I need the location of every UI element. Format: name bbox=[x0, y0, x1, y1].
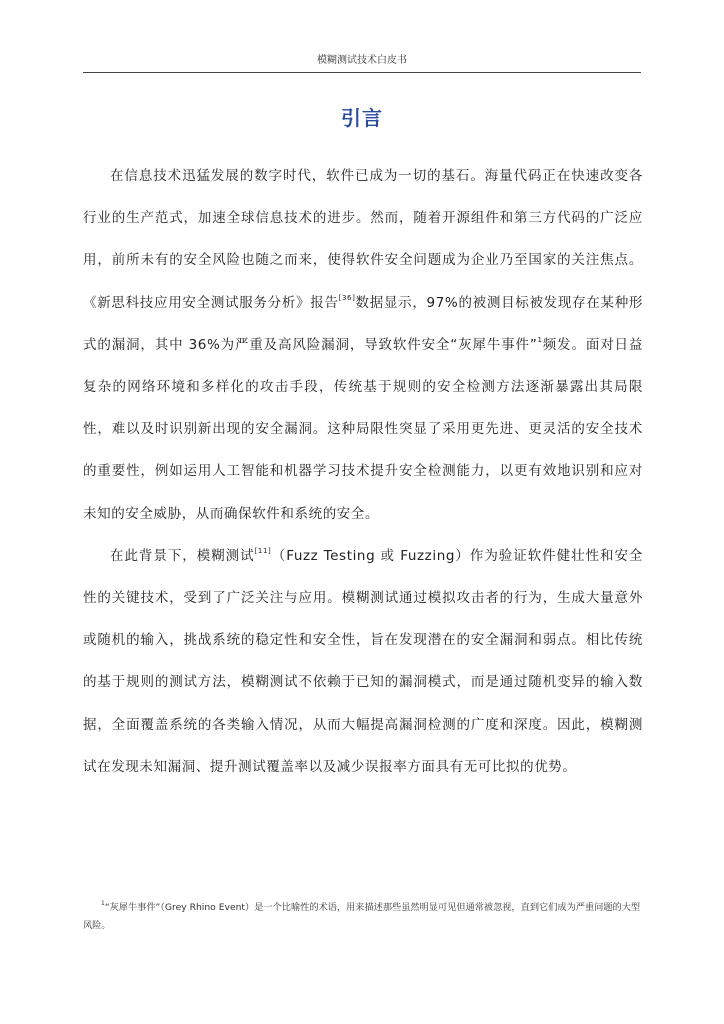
footnote-marker: 1 bbox=[537, 335, 543, 344]
citation-ref-36: [36] bbox=[338, 293, 356, 302]
paragraph-1-text-c: 频发。面对日益复杂的网络环境和多样化的攻击手段，传统基于规则的安全检测方法逐渐暴露出其局限性，难以及时识别新出现的安全漏洞。这种局限性突显了采用更先进、更灵活的安全技术的重要性，例如运用人工智能和机器学习技术提升安全检测能力，以更有效地识别和应对未知的安全威胁，从而确保软件和系统的安全。 bbox=[83, 336, 644, 522]
footnote-text: “灰犀牛事件”（Grey Rhino Event）是一个比喻性的术语，用来描述那些虽然明显可见但通常被忽视，直到它们成为严重问题的大型风险。 bbox=[83, 902, 641, 931]
paragraph-2-text-a: 在此背景下，模糊测试 bbox=[110, 547, 255, 564]
citation-ref-11: [11] bbox=[254, 546, 272, 555]
paragraph-1-text-b: 数据显示，97%的被测目标被发现存在某种形式的漏洞，其中 36%为严重及高风险漏洞，导致软件安全“灰犀牛事件” bbox=[83, 294, 643, 353]
paragraph-2 bbox=[83, 535, 643, 788]
paragraph-2-text-b: （Fuzz Testing 或 Fuzzing）作为验证软件健壮性和安全性的关键技术，受到了广泛关注与应用。模糊测试通过模拟攻击者的行为，生成大量意外或随机的输入，挑战系统的稳定性和安全性，旨在发现潜在的安全漏洞和弱点。相比传统的基于规则的测试方法，模糊测试不依赖于已知的漏洞模式，而是通过随机变异的输入数据，全面覆盖系统的各类输入情况，从而大幅提高漏洞检测的广度和深度。因此，模糊测试在发现未知漏洞、提升测试覆盖率以及减少误报率方面具有无可比拟的优势。 bbox=[83, 547, 644, 775]
footnote-number: 1 bbox=[101, 900, 105, 907]
body-text bbox=[83, 155, 643, 788]
section-title: 引言 bbox=[341, 106, 383, 130]
paragraph-1-text-a: 在信息技术迅猛发展的数字时代，软件已成为一切的基石。海量代码正在快速改变各行业的生产范式，加速全球信息技术的进步。然而，随着开源组件和第三方代码的广泛应用，前所未有的安全风险也随之而来，使得软件安全问题成为企业乃至国家的关注焦点。《新思科技应用安全测试服务分析》报告 bbox=[83, 168, 643, 311]
header-divider bbox=[83, 72, 641, 73]
footnote bbox=[83, 899, 643, 935]
paragraph-1 bbox=[83, 155, 643, 535]
running-header: 模糊测试技术白皮书 bbox=[317, 55, 407, 66]
